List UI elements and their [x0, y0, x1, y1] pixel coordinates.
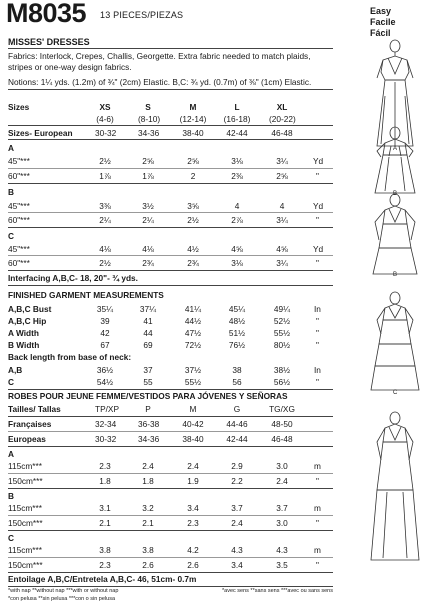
unit: Yd	[313, 156, 324, 166]
metric-row	[8, 503, 333, 515]
metric-cell: 2.4	[276, 476, 288, 486]
size-cell: 42-44	[226, 434, 248, 444]
pieces-count: 13 PIECES/PIEZAS	[100, 10, 184, 20]
metric-cell: 2.9	[231, 461, 243, 471]
garment-title: MISSES' DRESSES	[8, 37, 90, 47]
view-label: C	[8, 231, 14, 241]
yardage-row	[8, 156, 333, 168]
metric-cell: 3.8	[99, 545, 111, 555]
dress-sketch-icon	[355, 410, 435, 570]
metric-cell: 2.4	[231, 518, 243, 528]
metric-row	[8, 476, 333, 488]
yardage-cell: 2½	[99, 258, 111, 268]
measure-label: A Width	[8, 328, 39, 338]
fabric-width: 45"***	[8, 156, 30, 166]
fabric-width: 115cm***	[8, 545, 42, 555]
metric-cell: 2.6	[187, 560, 199, 570]
metric-cell: 3.4	[231, 560, 243, 570]
francaises-label: Françaises	[8, 419, 52, 429]
size-cell: 48-50	[271, 419, 293, 429]
metric-cell: 2.6	[142, 560, 154, 570]
size-cell: 34-36	[138, 434, 160, 444]
metric-cell: 4.2	[187, 545, 199, 555]
illustration-view-b	[355, 192, 435, 282]
measure-cell: 41¼	[184, 304, 202, 314]
measure-cell: 52½	[273, 316, 291, 326]
measure-cell: 72½	[184, 340, 202, 350]
unit: m	[314, 461, 321, 471]
size-range: (8-10)	[138, 114, 161, 124]
measure-label: C	[8, 377, 14, 387]
difficulty-es: Fácil	[370, 28, 391, 38]
unit: m	[314, 545, 321, 555]
measure-cell: 56½	[273, 377, 291, 387]
yardage-cell: 3¼	[276, 156, 288, 166]
unit: Yd	[313, 244, 324, 254]
size-cell: P	[145, 404, 151, 414]
illustration-label: B	[393, 191, 398, 197]
measure-cell: 69	[143, 340, 153, 350]
yardage-cell: 4⅝	[276, 244, 288, 254]
finished-title: FINISHED GARMENT MEASUREMENTS	[8, 290, 164, 300]
fabric-width: 60"***	[8, 215, 30, 225]
finished-row	[8, 316, 333, 328]
measure-cell: 49¼	[273, 304, 291, 314]
yardage-cell: 3⅛	[231, 156, 243, 166]
metric-row	[8, 461, 333, 473]
metric-row	[8, 518, 333, 530]
measure-label: A,B,C Bust	[8, 304, 52, 314]
yardage-cell: 1⅞	[142, 171, 154, 181]
size-eu: 46-48	[271, 128, 293, 138]
yardage-cell: 4⅛	[142, 244, 154, 254]
view-label: A	[8, 449, 14, 459]
fabric-width: 150cm***	[8, 518, 43, 528]
view-label: B	[8, 187, 14, 197]
metric-row	[8, 545, 333, 557]
measure-cell: 44½	[184, 316, 202, 326]
measure-cell: 55½	[184, 377, 202, 387]
fabric-width: 115cm***	[8, 503, 42, 513]
view-label: B	[8, 491, 14, 501]
yardage-cell: 2¼	[142, 215, 154, 225]
metric-cell: 1.9	[187, 476, 199, 486]
yardage-cell: 2⅜	[231, 171, 243, 181]
measure-cell: 55½	[273, 328, 291, 338]
yardage-cell: 4	[279, 201, 285, 211]
tailles-row	[8, 404, 333, 416]
view-label: C	[8, 533, 14, 543]
metric-cell: 3.5	[276, 560, 288, 570]
europeas-row	[8, 434, 333, 446]
measure-cell: 37	[143, 365, 153, 375]
yardage-cell: 2⅝	[276, 171, 288, 181]
size-cell: XL	[276, 102, 288, 112]
metric-cell: 2.4	[142, 461, 154, 471]
size-range: (12-14)	[179, 114, 207, 124]
dress-sketch-icon	[355, 290, 435, 400]
yardage-cell: 2¾	[187, 258, 199, 268]
measure-cell: 44	[143, 328, 153, 338]
yardage-cell: 2	[190, 171, 196, 181]
sizes-row	[8, 102, 333, 114]
measure-label: B Width	[8, 340, 40, 350]
metric-row	[8, 560, 333, 572]
yardage-cell: 2¼	[99, 215, 111, 225]
illustration-view-b-front	[355, 125, 435, 200]
yardage-cell: 2⅝	[142, 156, 154, 166]
metric-cell: 1.8	[99, 476, 111, 486]
measure-cell: 41	[143, 316, 153, 326]
unit: "	[316, 560, 319, 570]
yardage-cell: 2⅝	[187, 156, 199, 166]
size-cell: M	[189, 404, 197, 414]
footnote-en: *with nap **without nap ***with or without nap	[8, 588, 119, 594]
size-eu: 30-32	[95, 128, 117, 138]
size-cell: M	[189, 102, 197, 112]
yardage-cell: 2½	[99, 156, 111, 166]
illustration-view-c	[355, 290, 435, 400]
size-cell: 30-32	[95, 434, 117, 444]
unit: "	[316, 377, 319, 387]
measure-label: A,B,C Hip	[8, 316, 47, 326]
size-range: (4-6)	[96, 114, 114, 124]
size-eu: 38-40	[182, 128, 204, 138]
footnote-fr: *avec sens **sans sens ***avec ou sans sens	[222, 588, 333, 594]
yardage-cell: 3¼	[276, 258, 288, 268]
tailles-label: Tailles/ Tallas	[8, 404, 61, 414]
size-cell: G	[233, 404, 241, 414]
dress-sketch-icon	[355, 125, 435, 200]
fabric-width: 150cm***	[8, 560, 43, 570]
size-cell: 44-46	[226, 419, 248, 429]
unit: "	[316, 171, 319, 181]
metric-cell: 3.4	[187, 503, 199, 513]
measure-cell: 56	[232, 377, 242, 387]
back-length-row	[8, 365, 333, 377]
unit: "	[316, 476, 319, 486]
size-range: (16-18)	[223, 114, 251, 124]
unit: m	[314, 503, 321, 513]
size-cell: 36-38	[138, 419, 160, 429]
measure-cell: 39	[100, 316, 110, 326]
entoilage-line: Entoilage A,B,C/Entretela A,B,C- 46, 51cm- 0.7m	[8, 574, 197, 584]
illustration-view-c-full	[355, 410, 435, 570]
yardage-row	[8, 215, 333, 227]
fabric-width: 45"***	[8, 244, 30, 254]
notions-line: Notions: 1¼ yds. (1.2m) of ¾" (2cm) Elastic. B,C: ¾ yd. (0.7m) of ⅜" (1cm) Elastic.	[8, 77, 312, 87]
dress-sketch-icon	[355, 192, 435, 282]
metric-cell: 4.3	[276, 545, 288, 555]
metric-cell: 2.3	[187, 518, 199, 528]
size-cell: S	[145, 102, 151, 112]
size-cell: 40-42	[182, 419, 204, 429]
finished-row	[8, 328, 333, 340]
difficulty-en: Easy	[370, 6, 392, 16]
francaises-row	[8, 419, 333, 431]
yardage-cell: 2¾	[142, 258, 154, 268]
fabric-width: 60"***	[8, 258, 30, 268]
europeas-label: Europeas	[8, 434, 46, 444]
fabric-width: 115cm***	[8, 461, 42, 471]
measure-cell: 55	[143, 377, 153, 387]
interfacing-line: Interfacing A,B,C- 18, 20"- ¾ yds.	[8, 273, 138, 283]
metric-cell: 3.0	[276, 518, 288, 528]
unit: Yd	[313, 201, 324, 211]
measure-cell: 37½	[184, 365, 202, 375]
back-length-row	[8, 377, 333, 389]
fabric-width: 150cm***	[8, 476, 43, 486]
size-cell: TP/XP	[95, 404, 119, 414]
measure-cell: 38	[232, 365, 242, 375]
yardage-cell: 1⅞	[99, 171, 111, 181]
metric-cell: 2.3	[99, 560, 111, 570]
illustration-label: A	[393, 146, 398, 152]
fabric-width: 60"***	[8, 171, 30, 181]
yardage-cell: 2½	[187, 215, 199, 225]
measure-cell: 67	[100, 340, 110, 350]
measure-cell: 48½	[228, 316, 246, 326]
metric-cell: 3.2	[142, 503, 154, 513]
yardage-cell: 2⅞	[231, 215, 243, 225]
size-eu: 34-36	[138, 128, 160, 138]
footnote-es: *con pelusa **sin pelusa ***con o sin pelusa	[8, 596, 116, 602]
yardage-cell: 3½	[142, 201, 154, 211]
metric-cell: 2.3	[99, 461, 111, 471]
measure-cell: 51½	[228, 328, 246, 338]
measure-cell: 35¼	[96, 304, 114, 314]
metric-cell: 3.7	[231, 503, 243, 513]
size-cell: XS	[99, 102, 111, 112]
metric-cell: 3.0	[276, 461, 288, 471]
difficulty-fr: Facile	[370, 17, 396, 27]
european-label: Sizes- European	[8, 128, 73, 138]
unit: "	[316, 328, 319, 338]
metric-cell: 2.1	[99, 518, 111, 528]
measure-label: A,B	[8, 365, 23, 375]
yardage-cell: 4⅛	[99, 244, 111, 254]
unit: "	[316, 215, 319, 225]
metric-cell: 2.4	[187, 461, 199, 471]
measure-cell: 80½	[273, 340, 291, 350]
unit: In	[314, 365, 321, 375]
finished-row	[8, 304, 333, 316]
metric-cell: 1.8	[142, 476, 154, 486]
finished-row	[8, 340, 333, 352]
view-label: A	[8, 143, 14, 153]
measure-cell: 42	[100, 328, 110, 338]
unit: "	[316, 316, 319, 326]
unit: "	[316, 518, 319, 528]
fabric-width: 45"***	[8, 201, 30, 211]
size-cell: 38-40	[182, 434, 204, 444]
metric-cell: 3.8	[142, 545, 154, 555]
unit: In	[314, 304, 321, 314]
measure-cell: 54½	[96, 377, 114, 387]
size-cell: L	[234, 102, 240, 112]
size-cell: 32-34	[95, 419, 117, 429]
measure-cell: 37¼	[139, 304, 157, 314]
measure-cell: 36½	[96, 365, 114, 375]
yardage-cell: 4	[234, 201, 240, 211]
size-range: (20-22)	[269, 114, 296, 124]
unit: "	[316, 340, 319, 350]
illustration-label: B	[393, 272, 398, 278]
yardage-cell: 4⅝	[231, 244, 243, 254]
fabrics-line2: stripes or one-way design fabrics.	[8, 62, 132, 72]
measure-cell: 76½	[228, 340, 246, 350]
metric-cell: 3.7	[276, 503, 288, 513]
yardage-cell: 3⅝	[187, 201, 199, 211]
measure-cell: 38½	[273, 365, 291, 375]
size-cell: TG/XG	[269, 404, 295, 414]
size-cell: 46-48	[271, 434, 293, 444]
measure-cell: 47½	[184, 328, 202, 338]
fabrics-line1: Fabrics: Interlock, Crepes, Challis, Georgette. Extra fabric needed to match plaids,	[8, 51, 311, 61]
metric-cell: 2.2	[231, 476, 243, 486]
yardage-cell: 4½	[187, 244, 199, 254]
metric-cell: 3.1	[99, 503, 111, 513]
yardage-cell: 3⅛	[231, 258, 243, 268]
illustration-label: C	[393, 390, 398, 396]
size-eu: 42-44	[226, 128, 248, 138]
sizes-label: Sizes	[8, 102, 30, 112]
yardage-cell: 3¼	[276, 215, 288, 225]
back-length-label: Back length from base of neck:	[8, 352, 132, 362]
metric-cell: 2.1	[142, 518, 154, 528]
yardage-cell: 3⅜	[99, 201, 111, 211]
spanish-title: ROBES POUR JEUNE FEMME/VESTIDOS PARA JÓVENES Y SEÑORAS	[8, 391, 288, 401]
yardage-row	[8, 171, 333, 183]
yardage-row	[8, 258, 333, 270]
measure-cell: 45¼	[228, 304, 246, 314]
unit: "	[316, 258, 319, 268]
metric-cell: 4.3	[231, 545, 243, 555]
pattern-number: M8035	[6, 0, 87, 28]
